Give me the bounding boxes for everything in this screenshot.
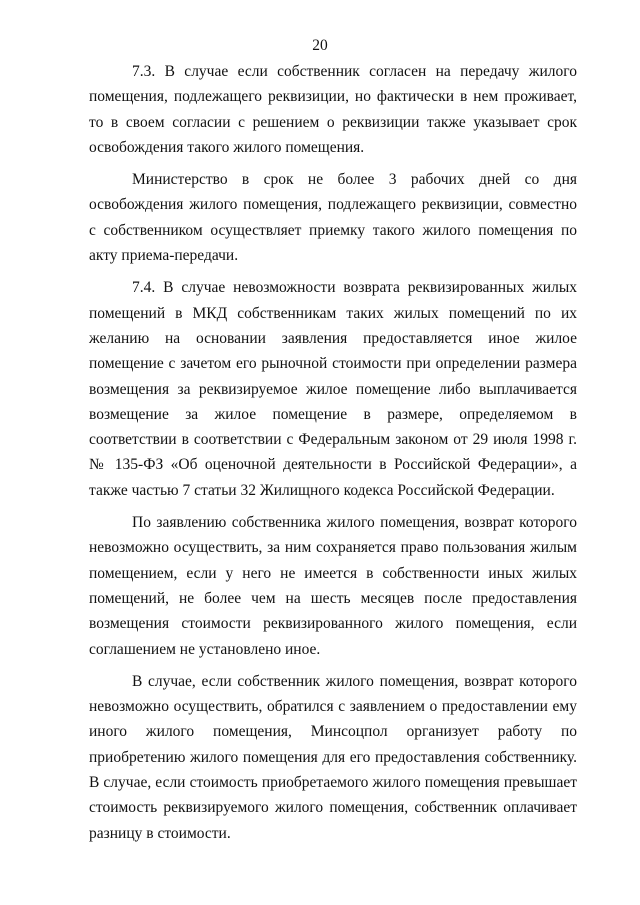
document-body xyxy=(89,59,577,853)
paragraph-7-4: 7.4. В случае невозможности возврата реквизированных жилых помещений в МКД собственникам таких жилых помещений по их желанию на основании заявления предоставляется иное жилое помещение с зачетом его рыночной стоимости при определении размера возмещения за реквизируемое жилое помещение либо выплачивается возмещение за жилое помещение в размере, определяемом в соответствии в соответствии с Федеральным законом от 29 июля 1998 г. № 135-ФЗ «Об оценочной деятельности в Российской Федерации», а также частью 7 статьи 32 Жилищного кодекса Российской Федерации. xyxy=(89,279,577,499)
paragraph-alternative-housing: В случае, если собственник жилого помещения, возврат которого невозможно осуществить, обратился с заявлением о предоставлении ему иного жилого помещения, Минсоцпол организует работу по приобретению жилого помещения для его предоставления собственнику. В случае, если стоимость приобретаемого жилого помещения превышает стоимость реквизируемого жилого помещения, собственник оплачивает разницу в стоимости. xyxy=(89,672,577,842)
paragraph-ministry-acceptance: Министерство в срок не более 3 рабочих дней со дня освобождения жилого помещения, подлежащего реквизиции, совместно с собственником осуществляет приемку такого жилого помещения по акту приема-передачи. xyxy=(89,171,577,265)
paragraph-right-of-use: По заявлению собственника жилого помещения, возврат которого невозможно осуществить, за ним сохраняется право пользования жилым помещением, если у него не имеется в собственности иных жилых помещений, не более чем на шесть месяцев после предоставления возмещения стоимости реквизированного жилого помещения, если соглашением не установлено иное. xyxy=(89,514,577,658)
paragraph-7-3: 7.3. В случае если собственник согласен на передачу жилого помещения, подлежащего реквизиции, но фактически в нем проживает, то в своем согласии с решением о реквизиции также указывает срок освобождения такого жилого помещения. xyxy=(89,63,577,156)
page-number: 20 xyxy=(312,37,328,54)
